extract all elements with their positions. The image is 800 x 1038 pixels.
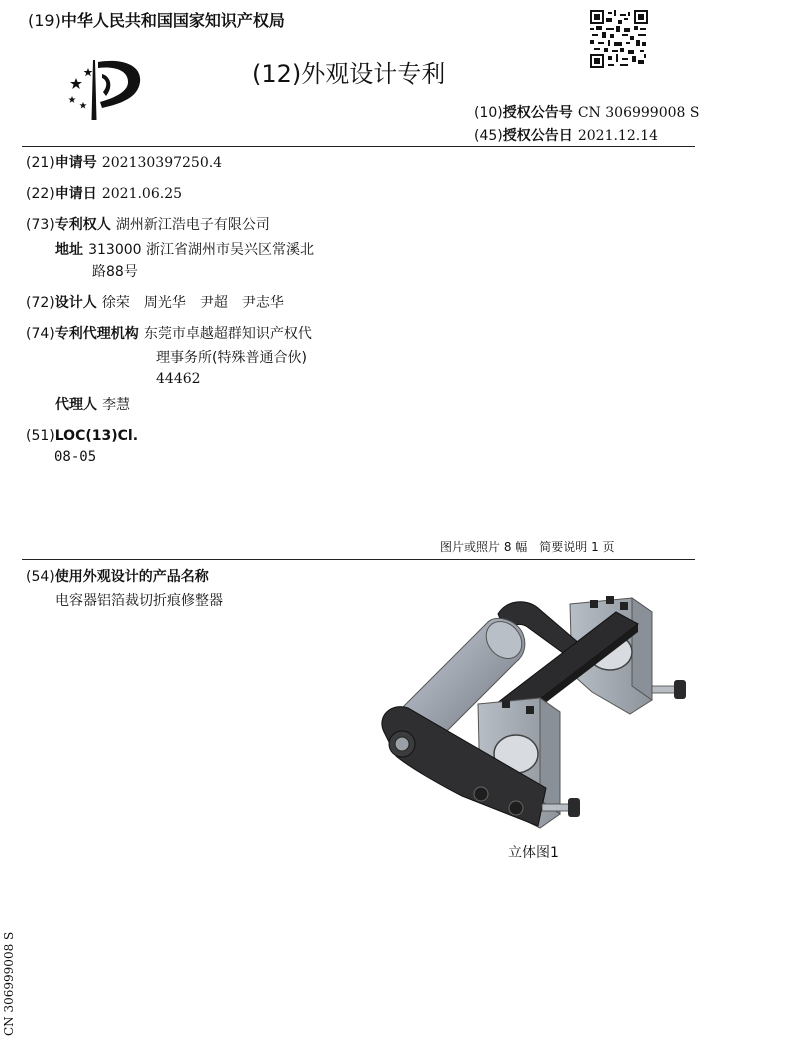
address-line2: 路88号 [92, 264, 138, 280]
pub-no-code: (10) [474, 105, 503, 121]
agency-code: (74) [26, 326, 55, 342]
designers: 徐荣 周光华 尹超 尹志华 [101, 295, 284, 311]
doc-type: 外观设计专利 [301, 60, 446, 88]
publication-number-line [474, 102, 699, 122]
header-divider [22, 146, 695, 147]
rear-adjust-screw [652, 680, 686, 699]
publication-date-line [474, 125, 658, 145]
application-date-row [26, 183, 182, 203]
patentee-row [26, 214, 270, 234]
address-label: 地址 [55, 242, 83, 258]
agent-label: 代理人 [55, 397, 97, 413]
agency-line3: 44462 [156, 371, 201, 387]
designer-label: 设计人 [54, 295, 97, 311]
designer-row [26, 292, 284, 312]
designer-code: (72) [26, 295, 55, 311]
pub-no-label: 授权公告号 [502, 105, 573, 121]
product-perspective-drawing [370, 582, 700, 842]
app-no: 202130397250.4 [101, 155, 223, 171]
authority-code: (19) [28, 11, 61, 30]
qr-code-icon [590, 10, 648, 68]
agency-label: 专利代理机构 [54, 326, 139, 342]
authority-name: 中华人民共和国国家知识产权局 [60, 11, 285, 30]
pub-no: CN 306999008 S [577, 105, 700, 121]
owner-code: (73) [26, 217, 55, 233]
product-title-row [26, 566, 209, 586]
cnipa-logo-icon [62, 56, 148, 124]
app-no-label: 申请号 [54, 155, 97, 171]
loc-label: LOC(13)Cl. [54, 428, 139, 444]
agency-row [26, 323, 312, 343]
authority-line [28, 8, 285, 31]
summary-line: 图片或照片 8 幅 简要说明 1 页 [440, 540, 615, 554]
loc-value: 08-05 [54, 449, 97, 465]
pub-date-label: 授权公告日 [502, 128, 573, 144]
app-no-code: (21) [26, 155, 55, 171]
agent: 李慧 [102, 397, 131, 413]
pub-date: 2021.12.14 [577, 128, 659, 144]
pub-date-code: (45) [474, 128, 503, 144]
app-date-label: 申请日 [54, 186, 97, 202]
loc-row [26, 425, 138, 444]
agency-line2: 理事务所(特殊普通合伙) [156, 350, 307, 366]
application-number-row [26, 152, 222, 172]
agent-row [55, 394, 130, 414]
product-label: 使用外观设计的产品名称 [54, 569, 209, 585]
agency-line1: 东莞市卓越超群知识产权代 [143, 326, 312, 342]
address-row [55, 239, 314, 259]
address-line1: 313000 浙江省湖州市吴兴区常溪北 [88, 242, 314, 258]
summary-divider [22, 559, 695, 560]
product-name: 电容器铝箔裁切折痕修整器 [55, 593, 223, 609]
document-type-line [252, 54, 445, 89]
product-code: (54) [26, 569, 55, 585]
figure-caption: 立体图1 [508, 845, 559, 861]
owner: 湖州新江浩电子有限公司 [115, 217, 270, 233]
doc-type-code: (12) [252, 60, 302, 88]
app-date: 2021.06.25 [101, 186, 183, 202]
owner-label: 专利权人 [54, 217, 111, 233]
side-publication-number: CN 306999008 S [2, 931, 16, 1036]
loc-code: (51) [26, 428, 55, 444]
app-date-code: (22) [26, 186, 55, 202]
